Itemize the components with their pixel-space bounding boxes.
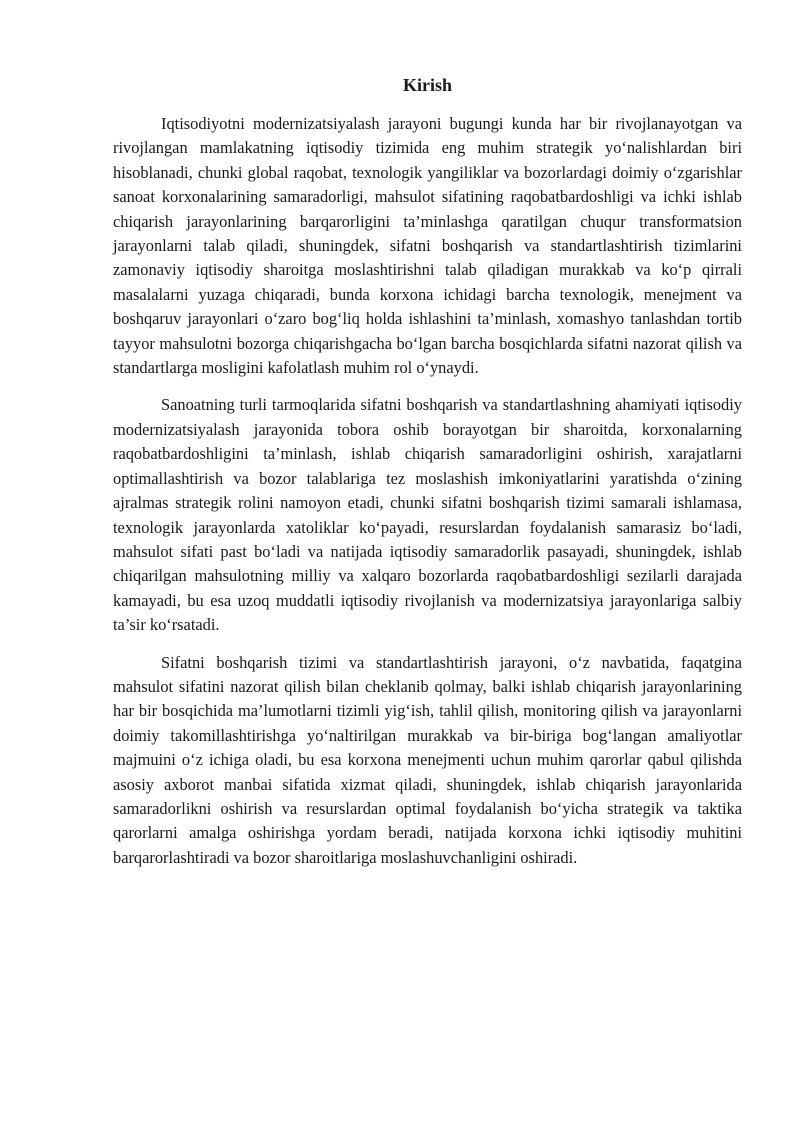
- paragraph-2: Sanoatning turli tarmoqlarida sifatni boshqarish va standartlashning ahamiyati iqtisodiy modernizatsiyalash jarayonida tobora oshib borayotgan bir sharoitda, korxonalarning raqobatbardoshligini ta’minlash, ishlab chiqarish samaradorligini oshirish, xarajatlarni optimallashtirish va bozor talablariga tez moslashish imkoniyatlarini yaratishda o‘zining ajralmas strategik rolini namoyon etadi, chunki sifatni boshqarish tizimi samarali ishlamasa, texnologik jarayonlarda xatoliklar ko‘payadi, resurslardan foydalanish samarasiz bo‘ladi, mahsulot sifati past bo‘ladi va natijada iqtisodiy samaradorlik pasayadi, shuningdek, ishlab chiqarilgan mahsulotning milliy va xalqaro bozorlarda raqobatbardoshligi sezilarli darajada kamayadi, bu esa uzoq muddatli iqtisodiy rivojlanish va modernizatsiya jarayonlariga salbiy ta’sir ko‘rsatadi.: [113, 395, 742, 635]
- paragraph-3: Sifatni boshqarish tizimi va standartlashtirish jarayoni, o‘z navbatida, faqatgina mahsulot sifatini nazorat qilish bilan cheklanib qolmay, balki ishlab chiqarish jarayonlarining har bir bosqichida ma’lumotlarni tizimli yig‘ish, tahlil qilish, monitoring qilish va jarayonlarni doimiy takomillashtirishga yo‘naltirilgan murakkab va bir-biriga bog‘langan amaliyotlar majmuini o‘z ichiga oladi, bu esa korxona menejmenti uchun muhim qarorlar qabul qilishda asosiy axborot manbai sifatida xizmat qiladi, shuningdek, ishlab chiqarish jarayonlarida samaradorlikni oshirish va resurslardan optimal foydalanish bo‘yicha strategik va taktika qarorlarni amalga oshirishga yordam beradi, natijada korxona ichki iqtisodiy muhitini barqarorlashtiradi va bozor sharoitlariga moslashuvchanligini oshiradi.: [113, 652, 742, 867]
- document-page: [113, 73, 742, 883]
- document-title: Kirish: [402, 75, 452, 95]
- paragraph-1: Iqtisodiyotni modernizatsiyalash jarayoni bugungi kunda har bir rivojlanayotgan va rivojlangan mamlakatning iqtisodiy tizimida eng muhim strategik yo‘nalishlardan biri hisoblanadi, chunki global raqobat, texnologik yangiliklar va bozorlardagi doimiy o‘zgarishlar sanoat korxonalarining samaradorligi, mahsulot sifatining raqobatbardoshligi va ichki ishlab chiqarish jarayonlarining barqarorligini ta’minlashga qaratilgan chuqur transformatsion jarayonlarni talab qiladi, shuningdek, sifatni boshqarish va standartlashtirish tizimlarini zamonaviy iqtisodiy sharoitga moslashtirishni talab qiladigan murakkab va ko‘p qirrali masalalarni yuzaga chiqaradi, bunda korxona ichidagi barcha texnologik, menejment va boshqaruv jarayonlari o‘zaro bog‘liq holda ishlashini ta’minlash, xomashyo tanlashdan tortib tayyor mahsulotni bozorga chiqarishgacha bo‘lgan barcha bosqichlarda sifatni nazorat qilish va standartlarga mosligini kafolatlash muhim rol o‘ynaydi.: [113, 114, 742, 378]
